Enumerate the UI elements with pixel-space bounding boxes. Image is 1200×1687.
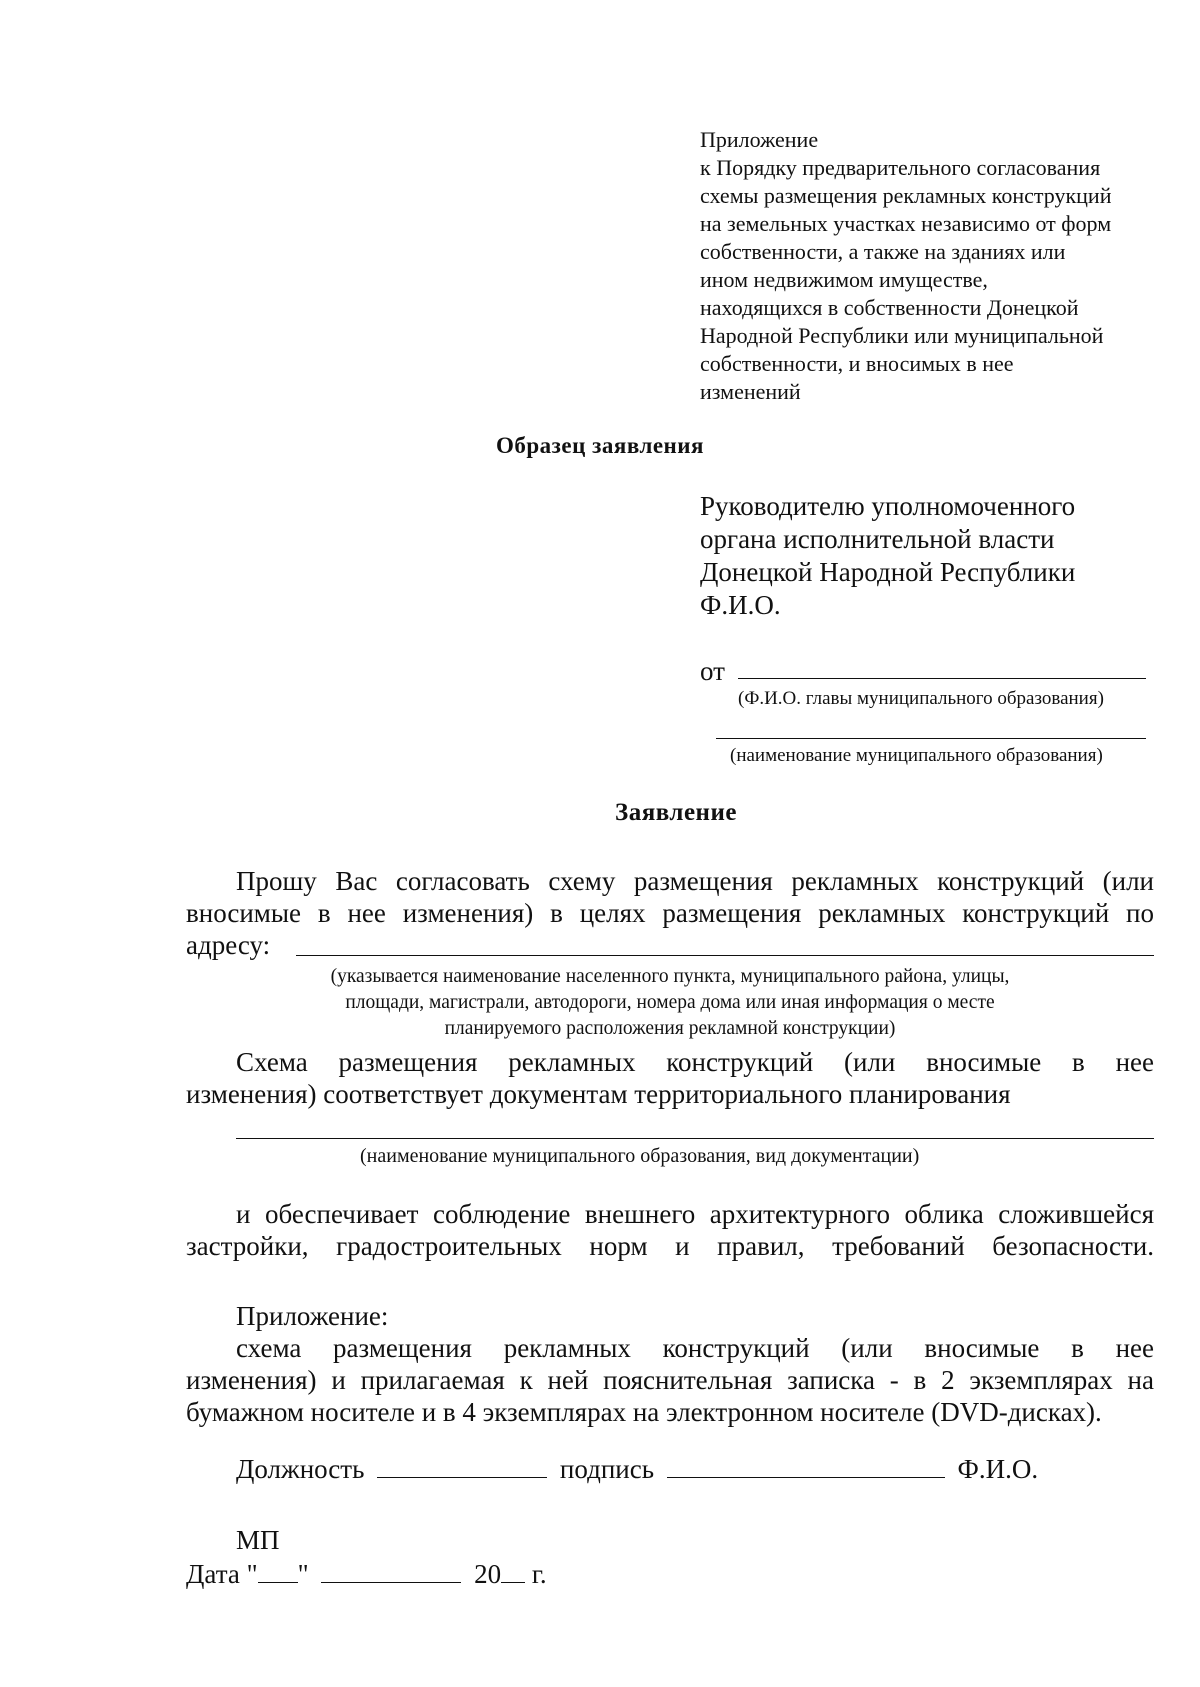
signature-blank[interactable] [667, 1453, 945, 1478]
position-label: Должность [236, 1454, 365, 1484]
appendix-line: изменений [700, 379, 801, 404]
signature-row [236, 1453, 1038, 1485]
appendix-line: собственности, а также на зданиях или [700, 239, 1066, 264]
from-caption: (Ф.И.О. главы муниципального образования) [738, 688, 1104, 709]
request-line: вносимые в нее изменения) в целях размещения рекламных конструкций по [186, 898, 1154, 928]
addressee-block [700, 490, 1075, 622]
from-row [700, 656, 725, 687]
appendix-line: Приложение [700, 127, 819, 152]
attachment-label: Приложение: [236, 1301, 389, 1331]
documentation-blank[interactable] [236, 1138, 1154, 1139]
compliance-paragraph [186, 1198, 1154, 1262]
addressee-line: Ф.И.О. [700, 590, 781, 620]
statement-title: Заявление [615, 799, 737, 826]
attachment-line: изменения) и прилагаемая к ней пояснительная записка - в 2 экземплярах на [186, 1365, 1154, 1395]
name-label: Ф.И.О. [957, 1454, 1039, 1484]
compliance-line: и обеспечивает соблюдение внешнего архитектурного облика сложившейся [236, 1199, 1154, 1229]
request-line: Прошу Вас согласовать схему размещения рекламных конструкций (или [236, 866, 1154, 896]
quote-open: " [246, 1559, 258, 1589]
sample-title: Образец заявления [496, 433, 704, 458]
date-label: Дата [186, 1559, 240, 1589]
appendix-line: на земельных участках независимо от форм [700, 211, 1112, 236]
addressee-line: Донецкой Народной Республики [700, 557, 1076, 587]
addressee-line: Руководителю уполномоченного [700, 491, 1076, 521]
address-caption-line: планируемого расположения рекламной конструкции) [444, 1018, 896, 1039]
appendix-line: к Порядку предварительного согласования [700, 155, 1101, 180]
appendix-line: собственности, и вносимых в нее [700, 351, 1014, 376]
attachment-line: схема размещения рекламных конструкций (или вносимые в нее [236, 1333, 1154, 1363]
appendix-line: находящихся в собственности Донецкой [700, 295, 1079, 320]
from-label: от [700, 656, 725, 686]
municipality-caption: (наименование муниципального образования) [730, 745, 1103, 766]
year-suffix: г. [531, 1559, 547, 1589]
quote-close: " [297, 1559, 309, 1589]
request-paragraph [186, 865, 1154, 961]
address-blank[interactable] [296, 955, 1154, 956]
attachment-paragraph [186, 1300, 1154, 1428]
appendix-note [700, 126, 1170, 406]
sign-label: подпись [559, 1454, 655, 1484]
municipality-blank[interactable] [716, 738, 1146, 739]
address-caption [186, 964, 1154, 1042]
attachment-line: бумажном носителе и в 4 экземплярах на электронном носителе (DVD-дисках). [186, 1397, 1102, 1427]
address-label: адресу: [186, 930, 271, 960]
appendix-line: ином недвижимом имуществе, [700, 267, 988, 292]
from-name-blank[interactable] [738, 678, 1146, 679]
conformity-line: Схема размещения рекламных конструкций (или вносимые в нее [236, 1047, 1154, 1077]
conformity-paragraph [186, 1046, 1154, 1110]
day-blank[interactable] [258, 1558, 298, 1583]
month-blank[interactable] [321, 1558, 461, 1583]
position-blank[interactable] [377, 1453, 547, 1478]
conformity-line: изменения) соответствует документам территориального планирования [186, 1079, 1011, 1109]
appendix-line: схемы размещения рекламных конструкций [700, 183, 1112, 208]
address-caption-line: площади, магистрали, автодороги, номера дома или иная информация о месте [345, 992, 995, 1013]
address-caption-line: (указывается наименование населенного пункта, муниципального района, улицы, [330, 966, 1010, 987]
date-row [186, 1558, 547, 1590]
appendix-line: Народной Республики или муниципальной [700, 323, 1104, 348]
year-prefix: 20 [474, 1559, 502, 1589]
documentation-caption: (наименование муниципального образования, вид документации) [360, 1145, 920, 1167]
compliance-line: застройки, градостроительных норм и правил, требований безопасности. [186, 1231, 1154, 1261]
stamp-label: МП [236, 1525, 280, 1555]
addressee-line: органа исполнительной власти [700, 524, 1055, 554]
year-blank[interactable] [501, 1558, 525, 1583]
